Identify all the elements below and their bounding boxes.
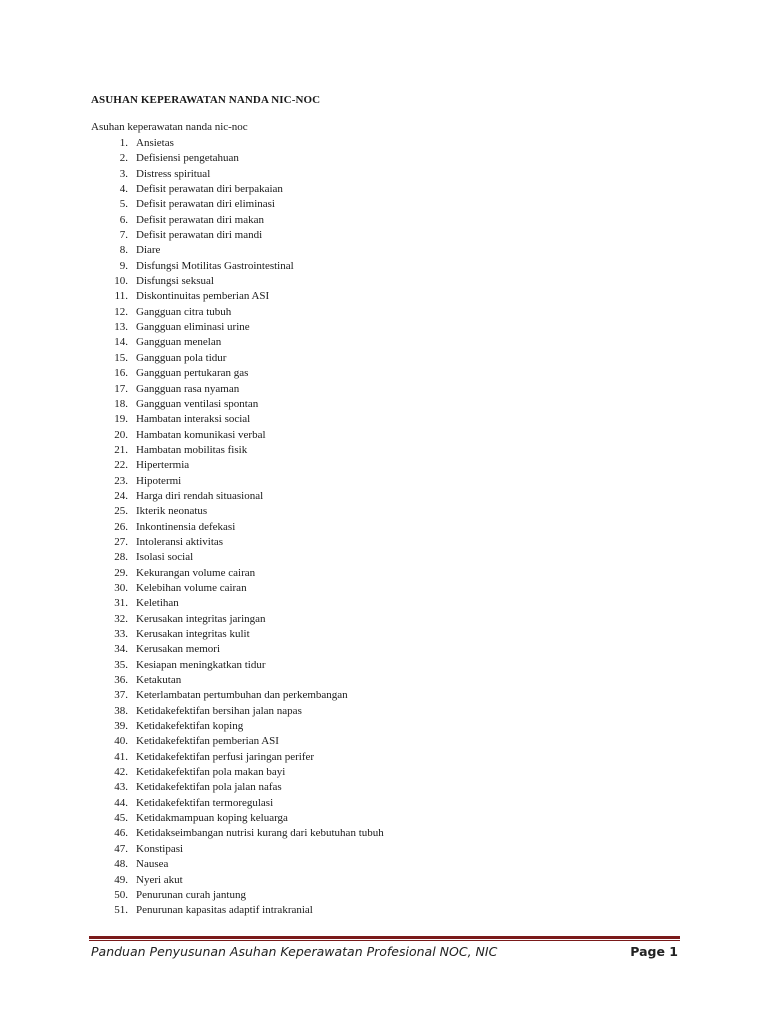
list-item-number: 45.	[114, 812, 128, 825]
list-item-text: Keletihan	[136, 597, 179, 610]
list-item-number: 21.	[114, 443, 128, 456]
list-item-text: Disfungsi seksual	[136, 275, 214, 288]
list-item-number: 38.	[114, 704, 128, 717]
list-item-number: 19.	[114, 413, 128, 426]
list-item-text: Defisit perawatan diri berpakaian	[136, 183, 283, 196]
list-item-number: 6.	[119, 213, 128, 226]
list-item-text: Ketidakefektifan koping	[136, 720, 244, 733]
list-item-number: 11.	[114, 290, 128, 303]
list-item-text: Defisit perawatan diri makan	[136, 213, 264, 226]
list-item-text: Ketidakseimbangan nutrisi kurang dari kebutuhan tubuh	[136, 827, 384, 840]
list-item-text: Defisiensi pengetahuan	[136, 152, 239, 165]
list-item-text: Ansietas	[136, 137, 174, 149]
list-item-text: Gangguan pola tidur	[136, 351, 227, 364]
list-item-number: 39.	[114, 720, 128, 733]
list-item-text: Ikterik neonatus	[136, 505, 208, 518]
intro-text: Asuhan keperawatan nanda nic-noc	[91, 121, 248, 133]
list-item-text: Penurunan curah jantung	[136, 888, 246, 901]
list-item-text: Ketidakefektifan perfusi jaringan perifer	[136, 750, 315, 763]
list-item-text: Ketidakefektifan termoregulasi	[136, 796, 274, 809]
list-item-number: 46.	[114, 827, 128, 840]
footer-divider	[89, 936, 680, 939]
list-item-number: 28.	[114, 551, 128, 564]
list-item-text: Gangguan menelan	[136, 336, 222, 349]
list-item-text: Diskontinuitas pemberian ASI	[136, 290, 270, 303]
list-item-number: 1.	[119, 137, 128, 149]
list-item-text: Harga diri rendah situasional	[136, 489, 264, 502]
list-item-text: Hipotermi	[136, 474, 182, 487]
list-item-text: Kekurangan volume cairan	[136, 566, 256, 579]
list-item-number: 13.	[114, 321, 128, 334]
list-item-number: 40.	[114, 735, 128, 748]
list-item-number: 32.	[114, 612, 128, 625]
list-item-number: 35.	[114, 658, 128, 671]
list-item-number: 30.	[114, 581, 128, 594]
list-item-number: 20.	[114, 428, 128, 441]
page-number: Page 1	[630, 944, 678, 959]
list-item-text: Kelebihan volume cairan	[136, 581, 247, 594]
list-item-number: 25.	[114, 505, 128, 518]
list-item-number: 10.	[114, 275, 128, 288]
list-item-number: 15.	[114, 351, 128, 364]
list-item-text: Nausea	[136, 858, 169, 871]
list-item-number: 49.	[114, 873, 128, 886]
list-item-number: 47.	[114, 842, 128, 855]
list-item-text: Konstipasi	[136, 842, 184, 855]
list-item-number: 22.	[114, 459, 128, 472]
list-item-text: Kerusakan memori	[136, 643, 220, 656]
list-item-text: Gangguan citra tubuh	[136, 305, 232, 318]
list-item-number: 2.	[119, 152, 128, 165]
list-item-number: 24.	[114, 489, 128, 502]
list-item-number: 17.	[114, 382, 128, 395]
list-item-number: 44.	[114, 796, 128, 809]
document-heading: ASUHAN KEPERAWATAN NANDA NIC-NOC	[91, 94, 321, 106]
list-item-text: Gangguan pertukaran gas	[136, 367, 249, 380]
list-item-number: 34.	[114, 643, 128, 656]
list-item-text: Inkontinensia defekasi	[136, 520, 236, 533]
list-item-number: 8.	[119, 244, 128, 257]
list-item-text: Gangguan eliminasi urine	[136, 321, 250, 334]
list-item-number: 16.	[114, 367, 128, 380]
list-item-number: 43.	[114, 781, 128, 794]
footer-divider-thin	[89, 940, 680, 941]
list-item-text: Kerusakan integritas kulit	[136, 628, 250, 640]
list-item-text: Distress spiritual	[136, 167, 211, 180]
list-item-text: Ketidakefektifan bersihan jalan napas	[136, 704, 302, 717]
list-item-number: 9.	[119, 259, 128, 272]
list-item-text: Nyeri akut	[136, 873, 183, 886]
list-item-number: 37.	[114, 689, 128, 702]
list-item-number: 31.	[114, 597, 128, 610]
list-item-text: Ketidakefektifan pemberian ASI	[136, 735, 279, 748]
list-item-text: Ketidakefektifan pola makan bayi	[136, 766, 286, 779]
list-item-number: 7.	[119, 229, 128, 242]
list-item-number: 41.	[114, 750, 128, 763]
list-item-number: 42.	[114, 766, 128, 779]
list-item-number: 26.	[114, 520, 128, 533]
footer-title: Panduan Penyusunan Asuhan Keperawatan Profesional NOC, NIC	[91, 944, 498, 959]
list-item-text: Ketakutan	[136, 674, 182, 687]
list-item-text: Ketidakmampuan koping keluarga	[136, 812, 288, 825]
list-item-text: Hambatan interaksi social	[136, 413, 251, 426]
list-item-number: 23.	[114, 474, 128, 487]
list-item-text: Hambatan komunikasi verbal	[136, 428, 266, 441]
list-item-text: Disfungsi Motilitas Gastrointestinal	[136, 259, 294, 272]
list-item-number: 48.	[114, 858, 128, 871]
list-item-number: 5.	[119, 198, 128, 211]
list-item-number: 14.	[114, 336, 128, 349]
list-item-number: 50.	[114, 888, 128, 901]
list-item-number: 27.	[114, 535, 128, 548]
list-item-number: 51.	[114, 904, 128, 917]
list-item-text: Keterlambatan pertumbuhan dan perkembangan	[136, 689, 348, 702]
list-item-text: Ketidakefektifan pola jalan nafas	[136, 781, 282, 794]
list-item-number: 33.	[114, 628, 128, 640]
list-item-text: Isolasi social	[136, 551, 194, 564]
list-item-number: 12.	[114, 305, 128, 318]
list-item-number: 29.	[114, 566, 128, 579]
list-item-text: Penurunan kapasitas adaptif intrakranial	[136, 904, 313, 917]
list-item-text: Defisit perawatan diri eliminasi	[136, 198, 275, 211]
list-item-number: 3.	[119, 167, 128, 180]
list-item-text: Kesiapan meningkatkan tidur	[136, 658, 266, 671]
list-item-text: Hipertermia	[136, 459, 190, 472]
list-item-number: 18.	[114, 397, 128, 410]
list-item-number: 4.	[119, 183, 128, 196]
list-item-text: Kerusakan integritas jaringan	[136, 612, 266, 625]
list-item-text: Gangguan rasa nyaman	[136, 382, 240, 395]
list-item-text: Diare	[136, 244, 161, 257]
list-item-number: 36.	[114, 674, 128, 687]
list-item-text: Hambatan mobilitas fisik	[136, 443, 248, 456]
list-item-text: Gangguan ventilasi spontan	[136, 397, 259, 410]
list-item-text: Defisit perawatan diri mandi	[136, 229, 263, 242]
list-item-text: Intoleransi aktivitas	[136, 535, 224, 548]
